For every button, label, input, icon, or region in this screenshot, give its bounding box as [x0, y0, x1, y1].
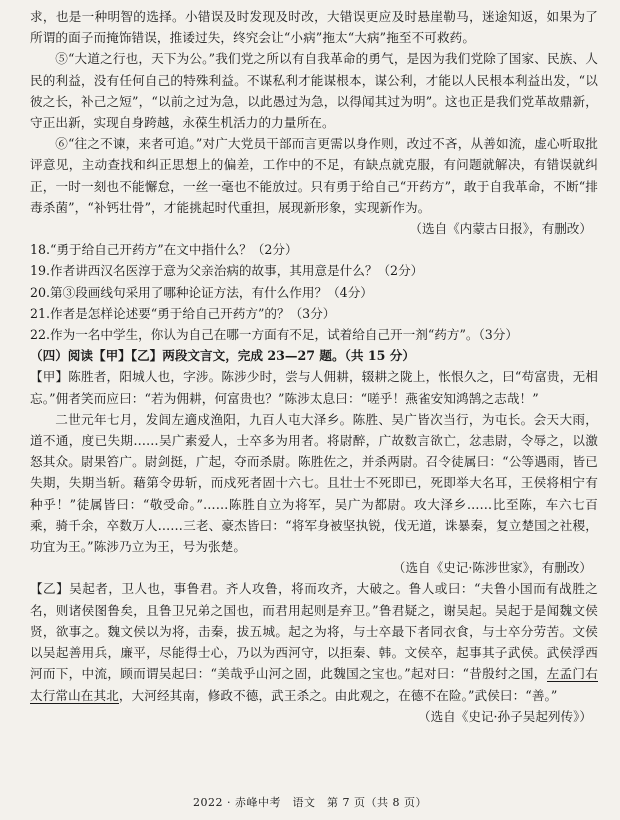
passage-yi-text: ，大河经其南，修政不德，武王杀之。由此观之，在德不在险。”武侯曰：“善。”	[118, 687, 558, 703]
passage-jia: 【甲】陈胜者，阳城人也，字涉。陈涉少时，尝与人佣耕，辍耕之陇上，怅恨久之，曰“苟富贵，无相忘。”佣者笑而应曰：“若为佣耕，何富贵也？”陈涉太息曰：“嗟乎！燕雀安知鸿鹄之志哉！”	[30, 369, 598, 406]
page-footer: 2022 · 赤峰中考 语文 第 7 页（共 8 页）	[193, 796, 427, 809]
question: 21.作者是怎样论述要“勇于给自己开药方”的？（3分）	[30, 305, 336, 321]
question: 19.作者讲西汉名医淳于意为父亲治病的故事，其用意是什么？（2分）	[30, 263, 424, 279]
source-note: （选自《史记·孙子吴起列传》）	[417, 708, 592, 724]
passage-yi	[30, 578, 598, 705]
question: 22.作为一名中学生，你认为自己在哪一方面有不足，试着给自己开一剂“药方”。（3分）	[30, 327, 518, 343]
question: 20.第③段画线句采用了哪种论证方法，有什么作用？（4分）	[30, 284, 373, 300]
section-heading: （四）阅读【甲】【乙】两段文言文，完成 23—27 题。（共 15 分）	[30, 348, 415, 364]
passage-yi-text: 【乙】吴起者，卫人也，事鲁君。齐人攻鲁，将而攻齐，大破之。鲁人或曰：“夫鲁小国而有战胜之名，则诸侯图鲁矣，且鲁卫兄弟之国也，而君用起则是弃卫。”鲁君疑之，谢吴起。吴起于是闻魏文侯贤，欲事之。魏文侯以为将，击秦，拔五城。起之为将，与士卒最下者同衣食，与士卒分劳苦。文侯以吴起善用兵，廉平，尽能得士心，乃以为西河守，以拒秦、韩。文侯卒，起事其子武侯。武侯浮西河而下，中流，顾而谓吴起曰：“美哉乎山河之固，此魏国之宝也。”起对曰：“昔殷纣之国，	[30, 581, 598, 682]
text-paragraph: ⑤“大道之行也，天下为公。”我们党之所以有自我革命的勇气，是因为我们党除了国家、民族、人民的利益，没有任何自己的特殊利益。不谋私利才能谋根本，谋公利，才能以人民根本利益出发，“以彼之长，补己之短”，“以前之过为急，以此愚过为急，以得闻其过为明”。这也正是我们党革故鼎新，守正出新，实现自身跨越，永葆生机活力的力量所在。	[30, 51, 598, 131]
question: 18.“勇于给自己开药方”在文中指什么？（2分）	[30, 242, 298, 258]
text-paragraph: 求，也是一种明智的选择。小错误及时发现及时改，大错误更应及时悬崖勒马，迷途知返，如果为了所谓的面子而掩饰错误，推诿过失，终究会让“小病”拖太“大病”拖至不可救药。	[30, 9, 598, 46]
text-paragraph: ⑥“往之不谏，来者可追。”对广大党员干部而言更需以身作则，改过不吝，从善如流，虚心听取批评意见，主动查找和纠正思想上的偏差，工作中的不足，有缺点就克服，有问题就解决，有错误就纠正，一时一刻也不能懈怠，一丝一毫也不能放过。只有勇于给自己“开药方”，敢于自我革命，不断“排毒杀菌”，“补钙壮骨”，才能挑起时代重担，展现新形象，实现新作为。	[30, 136, 598, 215]
source-note: （选自《内蒙古日报》，有删改）	[409, 221, 592, 237]
passage-jia: 二世元年七月，发闾左適戍渔阳，九百人屯大泽乡。陈胜、吴广皆次当行，为屯长。会天大雨，道不通，度已失期……吴广素爱人，士卒多为用者。将尉醉，广故数言欲亡，忿恚尉，令辱之，以激怒其众。尉果笞广。尉剑挺，广起，夺而杀尉。陈胜佐之，并杀两尉。召令徒属曰：“公等遇雨，皆已失期，失期当斩。藉第令毋斩，而戍死者固十六七。且壮士不死即已，死即举大名耳，王侯将相宁有种乎！”徒属皆曰：“敬受命。”……陈胜自立为将军，吴广为都尉。攻大泽乡……比至陈，车六七百乘，骑千余，卒数万人……三老、豪杰皆曰：“将军身被坚执锐，伐无道，诛暴秦，复立楚国之社稷，功宜为王。”陈涉乃立为王，号为张楚。	[30, 411, 598, 555]
underlined-sentence: 左孟门右太行常山在其北	[30, 666, 598, 703]
source-note: （选自《史记·陈涉世家》，有删改）	[392, 560, 592, 576]
